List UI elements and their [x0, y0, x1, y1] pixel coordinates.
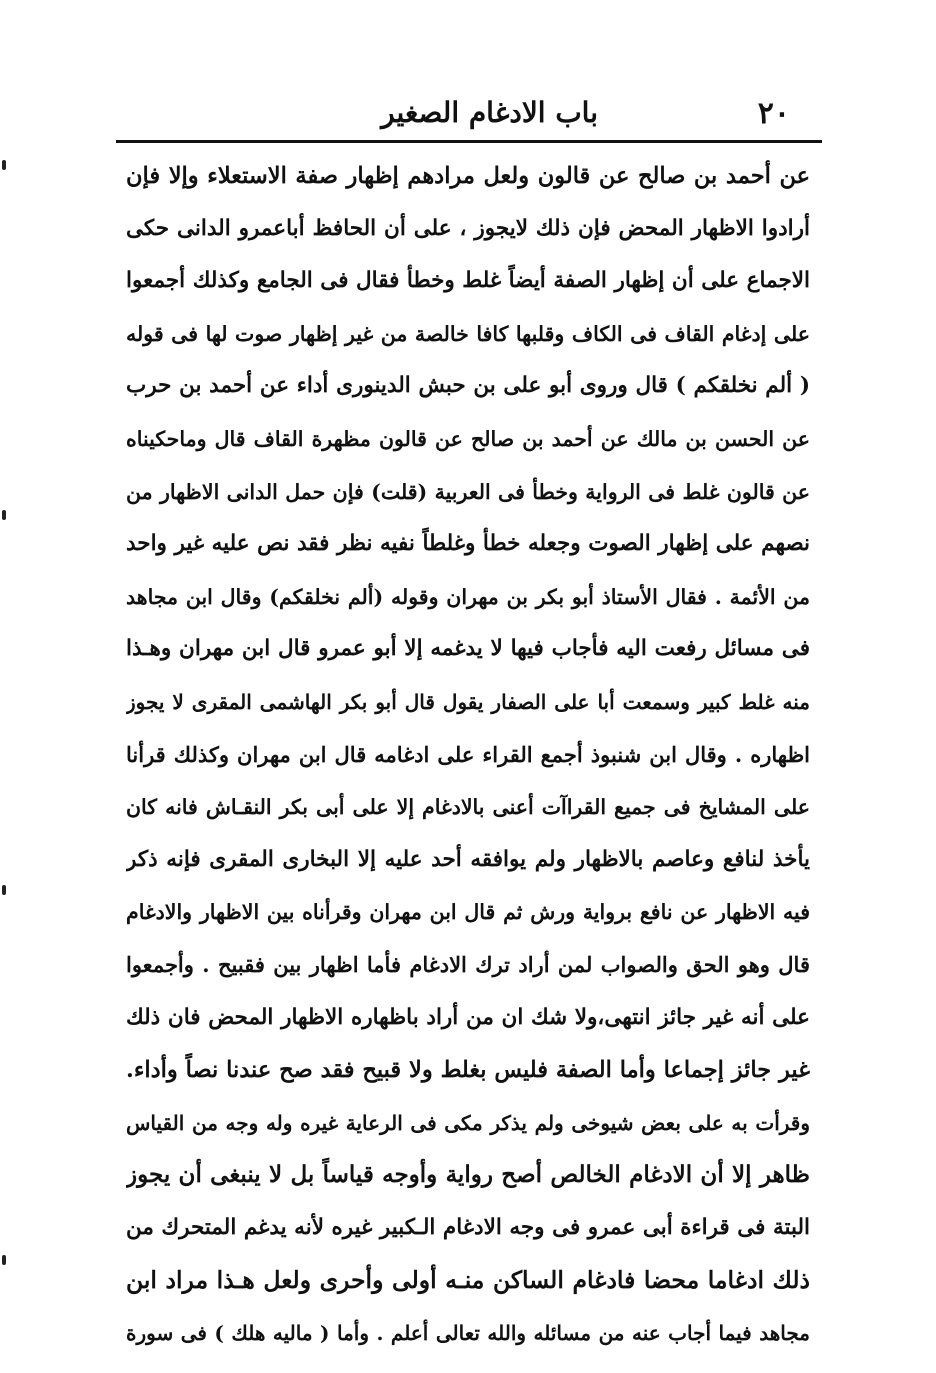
running-title: باب الادغام الصغير	[381, 96, 598, 129]
text-line: على المشايخ فى جميع القراآت أعنى بالادغام إلا على أبى بكر النقـاش فانه كان	[126, 795, 810, 820]
body-text	[126, 150, 810, 1360]
scan-edge-mark	[2, 885, 6, 895]
scan-edge-mark	[2, 1255, 6, 1265]
text-line: اظهاره . وقال ابن شنبوذ أجمع القراء على ادغامه قال ابن مهران وكذلك قرأنا	[126, 741, 810, 767]
text-line: منه غلط كبير وسمعت أبا على الصفار يقول قال أبو بكر الهاشمى المقرى لا يجوز	[126, 689, 810, 714]
text-line: غير جائز إجماعا وأما الصفة فليس بغلط ولا قبيح فقد صح عندنا نصاً وأداء.	[126, 1057, 810, 1084]
text-line: ذلك ادغاما محضا فادغام الساكن منـه أولى وأحرى ولعل هـذا مراد ابن	[126, 1266, 810, 1295]
text-line: ( ألم نخلقكم ) قال وروى أبو على بن حبش الدينورى أداء عن أحمد بن حرب	[126, 373, 810, 399]
text-line: وقرأت به على بعض شيوخى ولم يذكر مكى فى الرعاية غيره وله وجه من القياس	[126, 1110, 810, 1135]
text-line: على إدغام القاف فى الكاف وقلبها كافا خالصة من غير إظهار صوت لها فى قوله	[126, 321, 810, 346]
text-line: أرادوا الاظهار المحض فإن ذلك لايجوز ، على أن الحافظ أباعمرو الدانى حكى	[126, 215, 810, 241]
text-line: البتة فى قراءة أبى عمرو فى وجه الادغام الـكبير غيره لأنه يدغم المتحرك من	[126, 1214, 810, 1240]
text-line: فيه الاظهار عن نافع برواية ورش ثم قال ابن مهران وقرأناه بين الاظهار والادغام	[126, 900, 810, 925]
text-line: فى مسائل رفعت اليه فأجاب فيها لا يدغمه إلا أبو عمرو قال ابن مهران وهـذا	[126, 636, 810, 662]
text-line: عن أحمد بن صالح عن قالون ولعل مرادهم إظهار صفة الاستعلاء وإلا فإن	[126, 163, 810, 189]
scan-edge-mark	[2, 510, 6, 520]
text-line: عن الحسن بن مالك عن أحمد بن صالح عن قالون مظهرة القاف قال وماحكيناه	[126, 426, 810, 451]
text-line: من الأئمة . فقال الأستاذ أبو بكر بن مهران وقوله (ألم نخلقكم) وقال ابن مجاهد	[126, 584, 810, 609]
text-line: مجاهد فيما أجاب عنه من مسائله والله تعالى أعلم . وأما ( ماليه هلك ) فى سورة	[126, 1321, 810, 1346]
text-line: الاجماع على أن إظهار الصفة أيضاً غلط وخطأ فقال فى الجامع وكذلك أجمعوا	[126, 268, 810, 294]
page-number: ٢٠	[757, 96, 790, 131]
page-header	[118, 92, 818, 136]
header-rule	[116, 140, 822, 143]
text-line: على أنه غير جائز انتهى،ولا شك ان من أراد باظهاره الاظهار المحض فان ذلك	[126, 1004, 810, 1030]
text-line: يأخذ لنافع وعاصم بالاظهار ولم يوافقه أحد عليه إلا البخارى المقرى فإنه ذكر	[126, 846, 810, 872]
text-line: قال وهو الحق والصواب لمن أراد ترك الادغام فأما اظهار بين فقبيح . وأجمعوا	[126, 951, 810, 977]
text-line: ظاهر إلا أن الادغام الخالص أصح رواية وأوجه قياساً بل لا ينبغى أن يجوز	[126, 1161, 810, 1189]
scan-edge-mark	[2, 160, 6, 170]
text-line: عن قالون غلط فى الرواية وخطأ فى العربية (قلت) فإن حمل الدانى الاظهار من	[126, 479, 810, 504]
text-line: نصهم على إظهار الصوت وجعله خطأ وغلطاً نفيه نظر فقد نص عليه غير واحد	[126, 531, 810, 557]
